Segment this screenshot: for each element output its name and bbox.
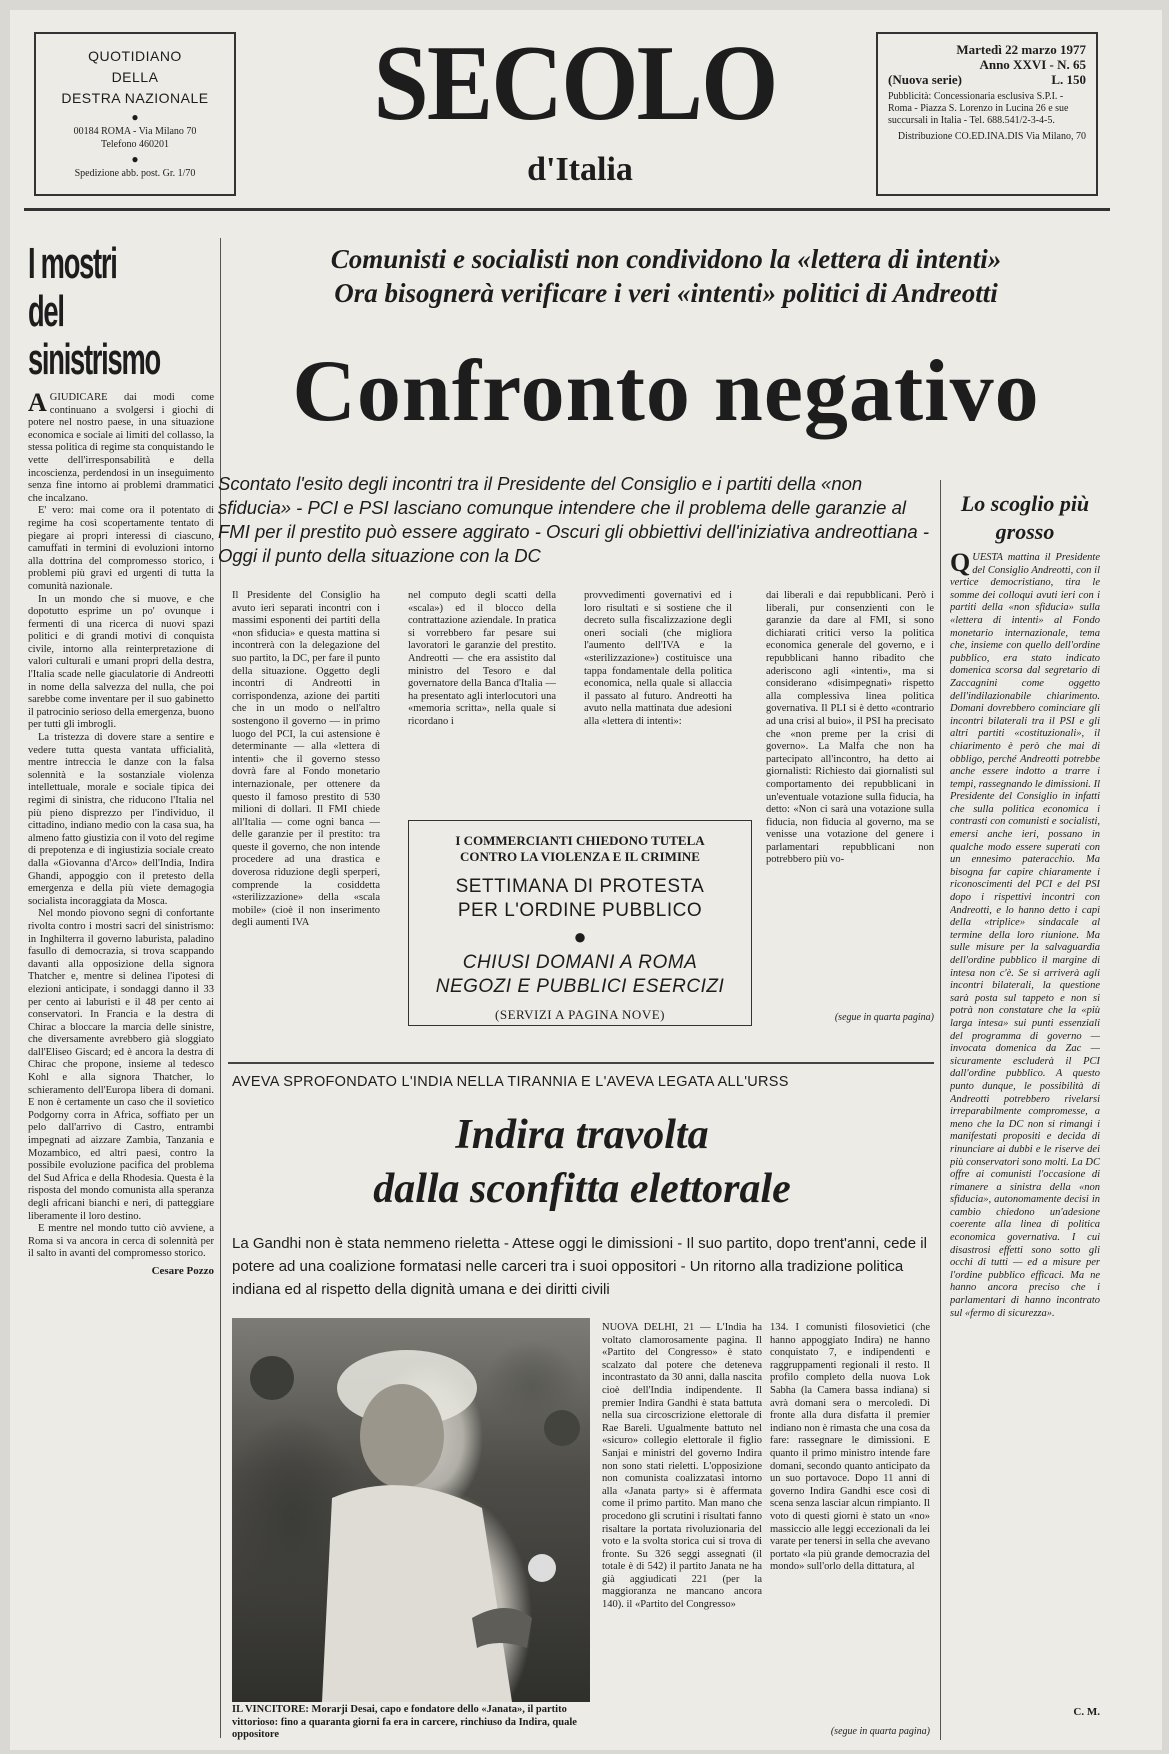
masthead-tagline-3: DESTRA NAZIONALE [61,90,209,106]
left-editorial [28,240,214,1754]
advertising-info: Pubblicità: Concessionaria esclusiva S.P.I. - Roma - Piazza S. Lorenzo in Lucina 26 e sue succursali in Italia - Tel. 688.541/2-3-4-5. [888,91,1069,126]
editorial-paragraph: GIUDICARE dai modi come continuano a svolgersi i giochi di potere nel nostro paese, in una situazione economica e sociale ai limiti del collasso, la stessa politica di regime sta conquistando le vette dell'irresponsabilità e della incoscienza, perdendosi in un inseguimento senza fine intorno ai problemi drammatici che incalzano. [28,392,214,504]
main-summary: Scontato l'esito degli incontri tra il Presidente del Consiglio e i partiti della «non sfiducia» - PCI e PSI lasciano comunque intendere che il problema delle garanzie al FMI per il prestito può essere aggirato - Oscuri gli obbiettivi dell'iniziativa andreottiana - Oggi il punto della situazione con la DC [218,473,929,566]
newspaper-subtitle: d'Italia [527,151,633,188]
newspaper-page [10,10,1162,1750]
issue-price: L. 150 [1051,72,1086,87]
editorial-paragraph: In un mondo che si muove, e che dopotutto esprime un po' ovunque i fermenti di una ricerca di nuovi spazi politici e di grandi motivi di conquista civile, intorno alla reinterpretazione di valori culturali e umani propri della destra, l'Italia scade nelle giaculatorie di Andreotti in nome della salvezza del nulla, che poi sarebbe come inventare per il suo gabinetto il patrocinio serioso della emergenza, buono per tutti gli imbrogli. [28,593,214,731]
bullet-icon: ● [573,924,587,949]
bullet-icon: ● [131,152,139,166]
column-divider [940,480,941,1740]
issue-number: Anno XXVI - N. 65 [979,57,1086,72]
main-kicker-line-2: Ora bisognerà verificare i veri «intenti» politici di Andreotti [334,278,998,308]
right-article-author: C. M. [1073,1706,1100,1718]
main-kicker-line-1: Comunisti e socialisti non condividono la «lettera di intenti» [330,244,1002,274]
masthead-postal: Spedizione abb. post. Gr. 1/70 [74,168,196,179]
main-article-col-4-text: dai liberali e dai repubblicani. Però i liberali, pur consenzienti con le garanzie da dare al FMI, si sono dichiarati critici verso la politica economica generale del governo, e i repubblicani hanno ribadito che aderiscono agli «intenti», ma si considerano «disimpegnati» rispetto alla complessiva linea politica governativa. Il PLI si è detto «contrario ad una crisi al buio», il PSI ha precisato che «non preme per la crisi di governo». La Malfa che non ha partecipato all'incontro, ha detto ai giornalisti: Richiesto dai giornalisti sul comportamento dei repubblicani in un'eventuale votazione sulla fiducia, ha detto: «Non ci sarà una votazione sulla fiducia, non fiducia al governo, ma se venisse una votazione del genere i parlamentari repubblicani non potrebbero più vo- [766,590,934,866]
masthead-rule [24,208,1110,211]
masthead-tagline-2: DELLA [111,69,159,85]
right-article-title: Lo scoglio più grosso [960,491,1090,544]
masthead-phone: Telefono 460201 [101,139,169,150]
desai-photo [232,1318,590,1702]
indira-col-2-text: 134. I comunisti filosovietici (che hanno appoggiato Indira) ne hanno conquistato 7, e indipendenti e raggruppamenti regionali il resto. Il profilo completo della nuova Lok Sabha (la Camera bassa indiana) si avrà domani sera o mercoledì. Di fronte alla dura disfatta il premier indiano non è rimasta che una cosa da fare: rassegnare le dimissioni. E quanto il primo ministro intende fare domani, secondo quanto anticipato da un suo portavoce. Dopo 11 anni di governo Indira Gandhi esce così di scena senza lasciar alcun rimpianto. Il voto di questi giorni è stato un «no» massiccio alle leggi eccezionali da lei varate per tenersi in sella che avevano portato «la più grande democrazia del mondo» sull'orlo della dittatura, al [770,1322,930,1573]
indira-headline-line-2: dalla sconfitta elettorale [373,1166,791,1212]
right-article-text: UESTA mattina il Presidente del Consiglio Andreotti, con il vertice democristiano, tira le somme dei colloqui avuti ieri con i partiti della «non sfiducia» sulla «lettera di intenti» al Fondo monetario internazionale, tema che, insieme con quello dell'ordine pubblico, era stato indicato domenica scorsa dal segretario di Zaccagnini come oggetto dell'indilazionabile chiarimento. Domani dovrebbero cominciare gli incontri bilaterali tra il PSI e gli altri partiti «costituzionali», il chiarimento è però che mai di obbligo, perché Andreotti potrebbe anche essere indotto a trarre i tempi, rassegnando le dimissioni. Il Presidente del Consiglio in infatti che sulla politica economica i contrasti con comunisti e socialisti, emersi anche ieri, possano in qualche modo essere superati con un ennesimo pateracchio. Ma bisogna far capire chiaramente i riconoscimenti del PCI e del PSI dopo i rispettivi incontri con Andreotti, e lo hanno detto i capi della «triplice» sindacale al termine della loro riunione. Ma sulle misure per la salvaguardia dell'ordine pubblico il margine di intesa non c'è. Se si arriverà agli incontri bilaterali, la questione sarà posta sul tappeto e non si potrà non constatare che la «più larga intesa» sui punti essenziali del programma di governo — invocata domenica da Zac — sicuramente escluderà il PCI dall'ordine pubblico. A questo punto dunque, le possibilità di Andreotti potrebbero rivelarsi irreparabilmente compromesse, a meno che la DC non si rimangi i manifestati propositi e decida di rinunciare ai dubbi e le riserve dei più conservatori sono molti. La DC offre ai comunisti l'occasione di rimanere a sinistra della «non sfiducia», autonomamente decisi in cambio chiedono un'adesione coerente alla linea di politica economica governativa. I cui disastrosi effetti sono sotto gli occhi di tutti — ed a misure per l'ordine pubblico efficaci. Ma ne hanno ancora preciso che i parlamentari di hanno incontrato sul «fermo di sicurezza». [950,552,1100,1319]
main-headline: Confronto negativo [292,343,1040,440]
editorial-paragraph: Nel mondo piovono segni di confortante rivolta contro i mostri sacri del sinistrismo: in Inghilterra il governo laburista, paladino fasullo di democrazia, si trova scappando davanti alla opposizione della signora Thatcher e, mentre si delinea l'ipotesi di elezioni anticipate, i sondaggi danno il 33 per cento ai laburisti e il 48 per cento ai conservatori. In Francia e la destra di Chirac a bloccare la marcia delle sinistre, che diversamente avrebbero già sloggiato dall'Eliseo Giscard; ed è ancora la destra di Chirac che propone, insieme al tedesco Kohl e alla signora Thatcher, lo schieramento dell'Europa libera di domani. E non è certamente un caso che il sovietico Podgorny corra in Africa, soffiato per un pelo dall'arrivo di Castro, entrambi impegnati ad aizzare Zambia, Tanzania e Mozambico, ed altri paesi, contro la possibile evoluzione pacifica del problema del Sud Africa e della Rhodesia. Questa è la risposta del mondo comunista alla speranza degli africani bianchi e neri, di patteggiare liberamente il loro destino. [28,908,214,1222]
right-article-dropcap: Q [950,552,971,577]
section-rule [228,1062,934,1064]
indira-headline [232,1108,932,1216]
indira-summary: La Gandhi non è stata nemmeno rieletta - Attese oggi le dimissioni - Il suo partito, dopo trent'anni, cede il potere ad una coalizione formatasi nelle carceri tra i suoi oppositori - Un ritorno alla tradizione politica indiana ed al rispetto della dignità umana e dei diritti civili [232,1235,927,1298]
editorial-dropcap: A [28,392,47,417]
editorial-title-1: I mostri [28,239,117,288]
right-article [950,552,1100,1718]
notice-line-3: SETTIMANA DI PROTESTA [455,876,705,897]
indira-kicker: AVEVA SPROFONDATO L'INDIA NELLA TIRANNIA E L'AVEVA LEGATA ALL'URSS [232,1074,789,1090]
masthead-tagline-1: QUOTIDIANO [88,48,182,64]
distribution-info: Distribuzione CO.ED.INA.DIS Via Milano, 70 [897,131,1086,142]
indira-col-2 [770,1322,930,1737]
notice-line-4: PER L'ORDINE PUBBLICO [457,900,703,921]
editorial-paragraph: La tristezza di dovere stare a sentire e vedere tutta questa vantata ufficialità, mentre intreccia le danze con la falsa solennità e la sostanziale violenza intellettuale, morale e sociale tipica dei regimi di sinistra, che riducono l'Italia nel più pieno disprezzo per l'individuo, il cittadino, indiano medio con la casa sua, ha almeno fatto giustizia con il voto del regime di prepotenza e di ingiustizia sociale creato dalla «Giovanna d'Arco» dell'India, Indira Ghandi, appoggio con il pretesto della emergenza e della più viete demagogia socialista incoraggiata da Mosca. [28,732,214,907]
right-article-body [950,552,1100,1702]
notice-line-6: NEGOZI E PUBBLICI ESERCIZI [435,976,725,997]
bullet-icon: ● [131,110,139,124]
masthead-left-box [34,32,236,196]
notice-line-5: CHIUSI DOMANI A ROMA [462,952,698,973]
newspaper-title: SECOLO [373,24,777,143]
editorial-title-3: sinistrismo [28,335,160,384]
photo-caption: IL VINCITORE: Morarji Desai, capo e fondatore dello «Janata», il partito vittorioso: fino a quaranta giorni fa era in carcere, rinchiuso da Indira, quale oppositore [232,1704,577,1740]
editorial-title-2: del [28,287,64,336]
indira-col-1: NUOVA DELHI, 21 — L'India ha voltato clamorosamente pagina. Il «Partito del Congresso» è stato scalzato dal potere che deteneva incontrastato da 30 anni, dalla nascita cioè dell'India indipendente. Il premier Indira Gandhi è stata battuta nella sua circoscrizione elettorale di Rae Bareli. Ugualmente battuto nel «sicuro» collegio elettorale il figlio Sanjai e ministri del governo Indira non sono stati rieletti. L'opposizione non comunista coalizzatasi intorno alla «Janata party» si è affermata come il primo partito. Man mano che procedono gli scrutini i risultati fanno risaltare la portata rivoluzionaria del voto e la svolta storica cui si trova di fronte. Su 326 seggi assegnati (il totale è di 542) il partito Janata ne ha già aggiudicati 221 (per la maggioranza ne mancano ancora 140). il «Partito del Congresso» [602,1322,762,1611]
editorial-paragraph: E mentre nel mondo tutto ciò avviene, a Roma si va ancora in cerca di solennità per il salto in avanti del compromesso storico. [28,1223,214,1260]
main-article-col-2: nel computo degli scatti della «scala») ed il blocco della contrattazione aziendale. In pratica si vorrebbero far pesare sui lavoratori le garanzie del prestito. Andreotti — che era assistito dal ministro del Tesoro e dal governatore della Banca d'Italia — ha presentato agli interlocutori una «memoria scritta», nella quale si ricordano i [408,590,556,727]
column-divider [220,238,221,1738]
protest-notice-box [408,820,752,1026]
issue-series: (Nuova serie) [888,72,963,87]
notice-line-1: I COMMERCIANTI CHIEDONO TUTELA [455,833,705,848]
photo-figure-illustration [232,1318,590,1702]
masthead-address: 00184 ROMA - Via Milano 70 [73,126,197,137]
notice-line-7: (SERVIZI A PAGINA NOVE) [495,1007,665,1022]
indira-headline-line-1: Indira travolta [455,1112,709,1158]
main-article-col-1: Il Presidente del Consiglio ha avuto ieri separati incontri con i massimi esponenti dei partiti della «non sfiducia» e questa mattina si incontrerà con la delegazione del suo partito, la DC, per fare il punto della situazione. Oggetto degli incontri di Andreotti in corrispondenza, azione dei partiti che in un modo o nell'altro sostengono il governo — in primo luogo del PCI, la cui astensione è determinante — alla «lettera di intenti» che il governo stesso dovrà fare al Fondo monetario internazionale, per ottenere da questo il famoso prestito di 530 milioni di dollari. Il FMI chiede all'Italia — come ogni banca — delle garanzie per il prestito: tra queste il governo, che non intende procedere ad una drastica e doverosa riduzione degli sperperi, comprende la cosiddetta «sterilizzazione» della «scala mobile» (cioè il non inserimento degli aumenti IVA [232,590,380,929]
continued-note: (segue in quarta pagina) [834,1012,934,1023]
indira-continued-note: (segue in quarta pagina) [830,1726,930,1737]
main-article-col-3: provvedimenti governativi ed i loro risultati e si sostiene che il decreto sulla fiscalizzazione degli oneri sociali (che migliora l'aumento dell'IVA e la «sterilizzazione») costituisce una tappa fondamentale della politica economica, nella quale si allaccia il passato al futuro. Andreotti ha avuto nella mattinata due adesioni alla «lettera di intenti»: [584,590,732,727]
main-kicker [232,242,1100,310]
editorial-author: Cesare Pozzo [151,1264,214,1277]
editorial-body [28,392,214,1754]
editorial-paragraph: E' vero: mai come ora il potentato di regime ha così scopertamente tentato di piegare ai propri interessi di ciascuno, camuffati in termini di evoluzioni intorno alla dottrina del compromesso storico, i problemi più gravi ed urgenti di tutta la comunità nazionale. [28,505,214,592]
notice-line-2: CONTRO LA VIOLENZA E IL CRIMINE [460,849,700,864]
main-article-col-4 [766,590,934,1023]
series-price-row [888,72,1086,88]
masthead-right-box [876,32,1098,196]
issue-date: Martedì 22 marzo 1977 [956,42,1086,57]
